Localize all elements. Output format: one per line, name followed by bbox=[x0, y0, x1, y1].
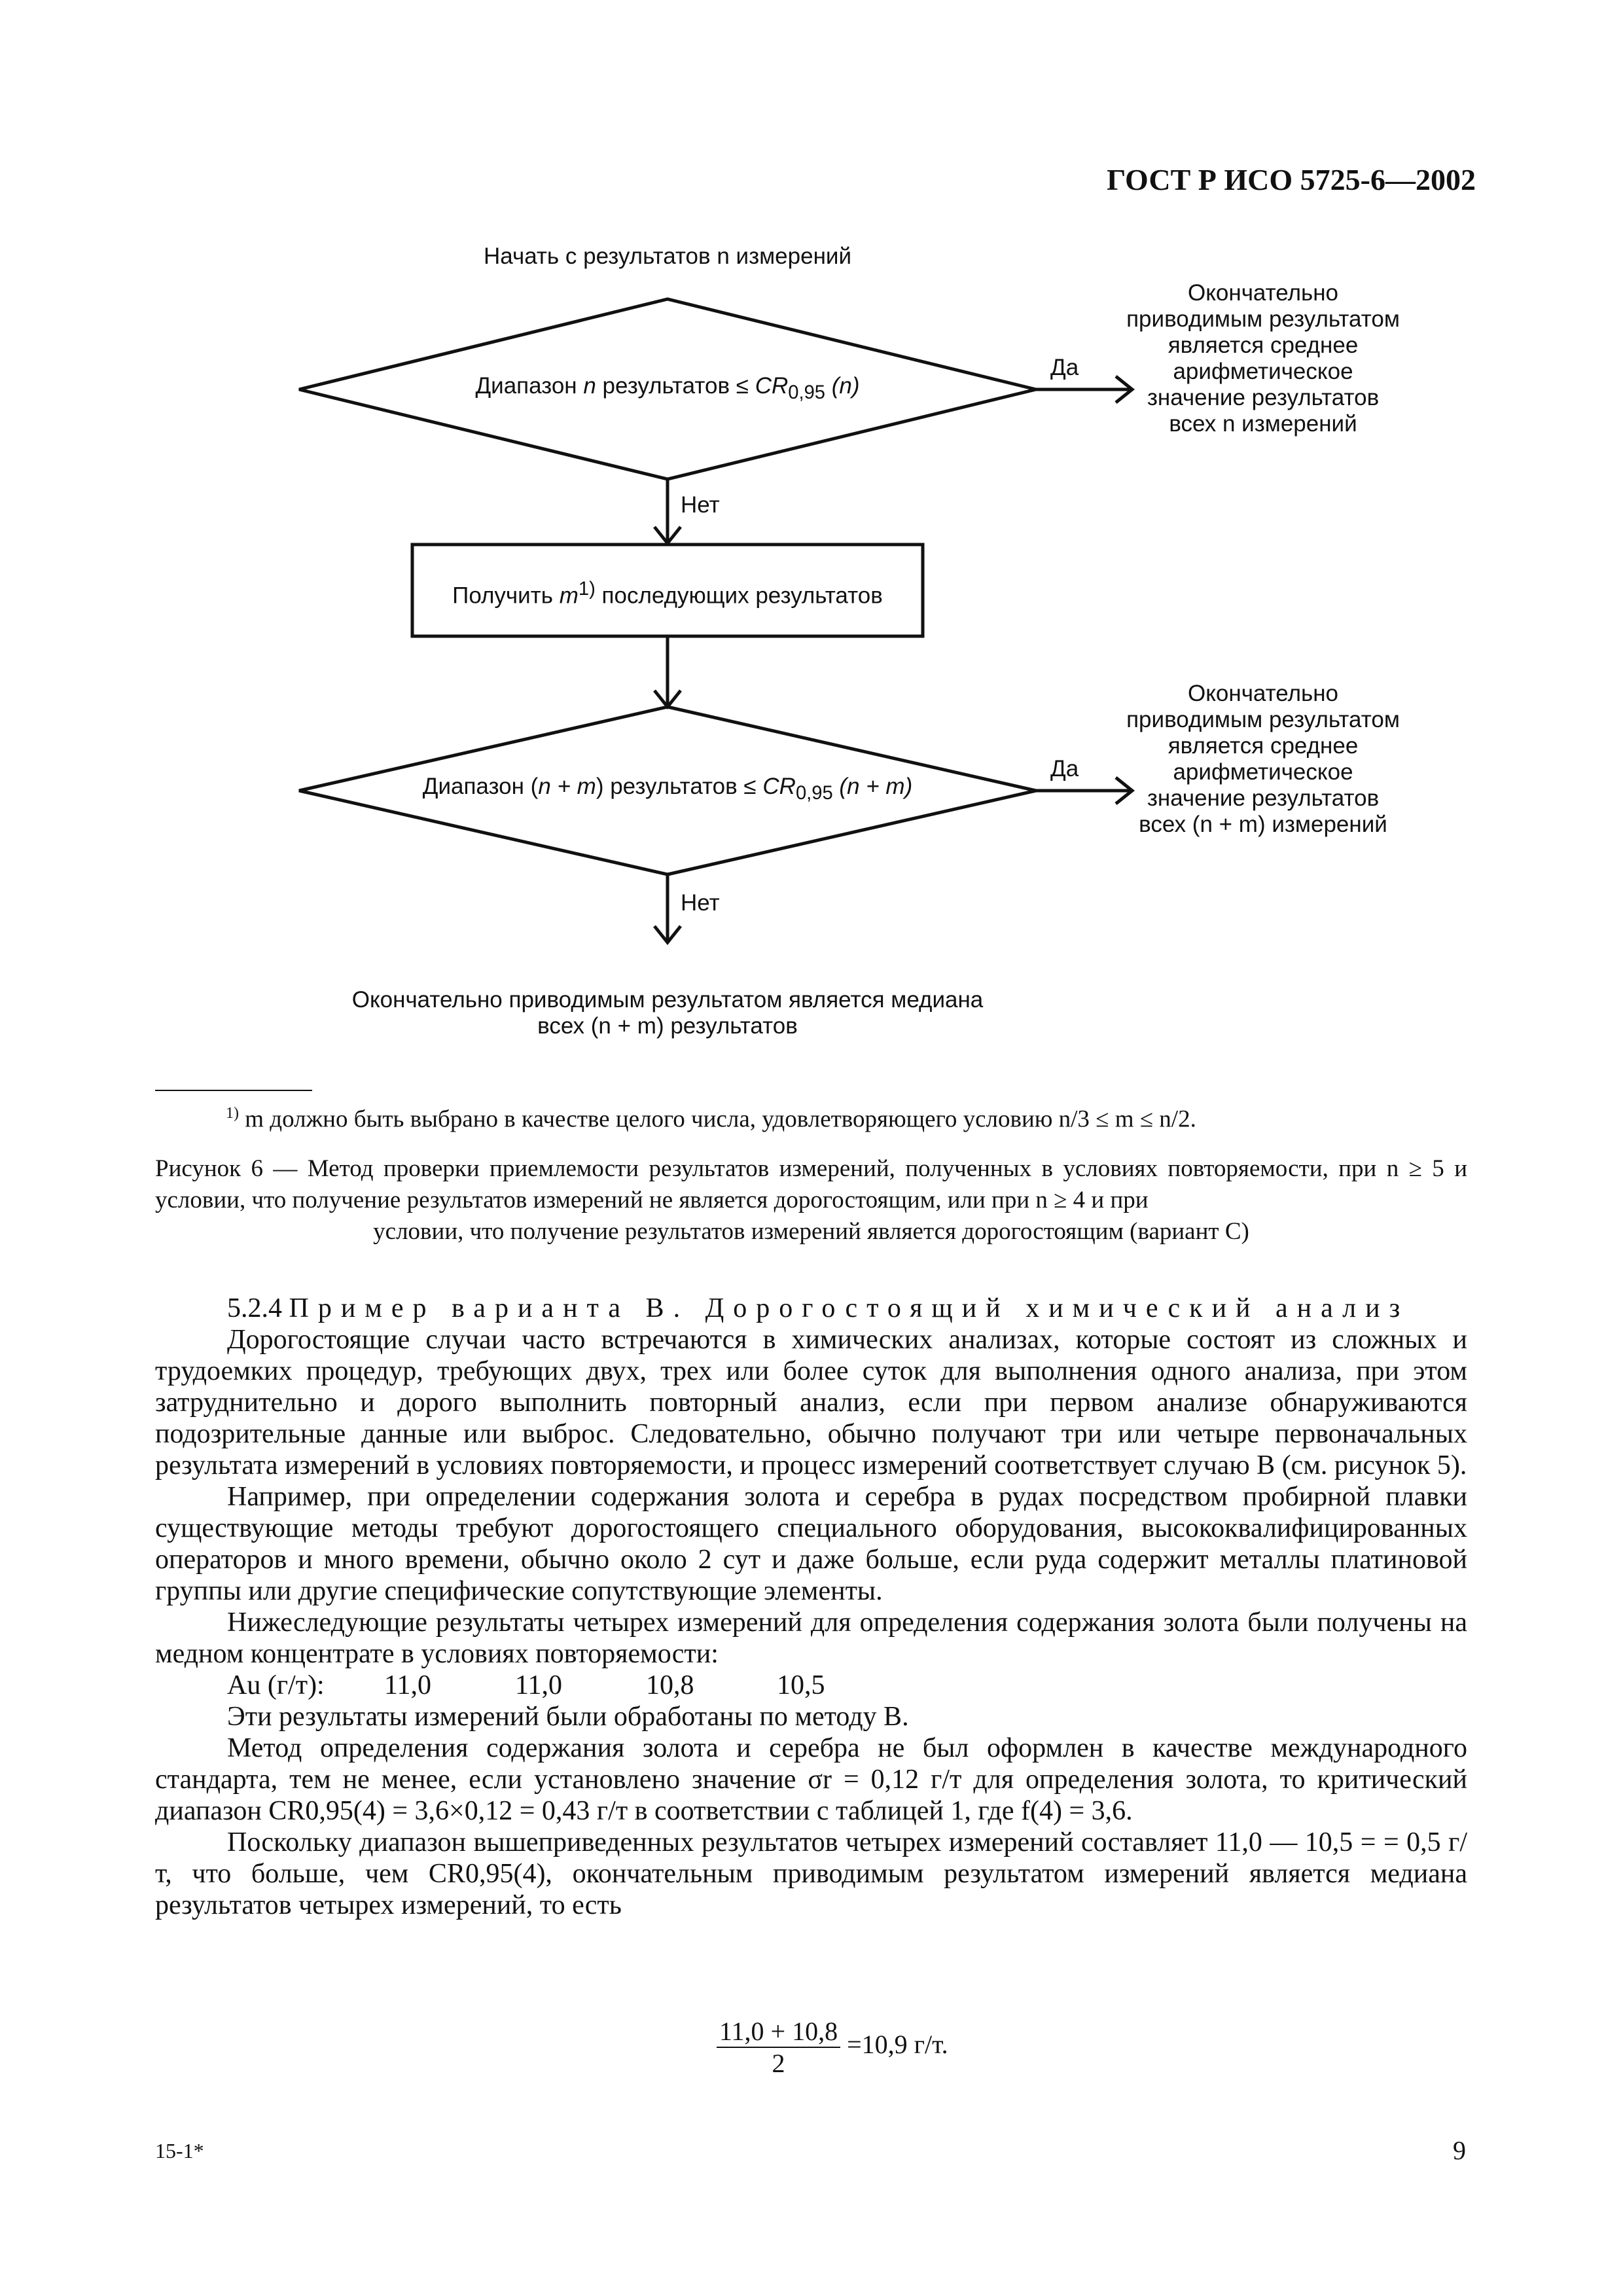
footnote-text: m должно быть выбрано в качестве целого числа, удовлетворяющего условию n/3 ≤ m ≤ n/2. bbox=[245, 1105, 1196, 1133]
section-heading: 5.2.4 Пример варианта В. Дорогостоящий химический анализ bbox=[227, 1293, 1410, 1323]
formula-result: =10,9 г/т. bbox=[847, 2030, 948, 2060]
final-outcome-line-2: всех (n + m) результатов bbox=[537, 1013, 798, 1039]
start-label: Начать с результатов n измерений bbox=[483, 243, 852, 269]
yes-label-1: Да bbox=[1050, 355, 1079, 380]
outcome-2: Окончательно приводимым результатом является среднее арифметическое значение результатов всех (n + m) измерений bbox=[1126, 681, 1400, 837]
footnote-divider bbox=[155, 1090, 312, 1091]
paragraph-3: Нижеследующие результаты четырех измерений для определения содержания золота были получены на медном концентрате в условиях повторяемости: bbox=[155, 1607, 1467, 1669]
no-label-2: Нет bbox=[681, 890, 720, 916]
figure-caption bbox=[155, 1153, 1467, 1247]
section-body bbox=[155, 1293, 1467, 1921]
paragraph-6: Поскольку диапазон вышеприведенных результатов четырех измерений составляет 11,0 — 10,5 = = 0,5 г/т, что больше, чем CR0,95(4), окончательным приводимым результатом измерений является медиана результатов четырех измерений, то есть bbox=[155, 1827, 1467, 1920]
outcome-1: Окончательно приводимым результатом является среднее арифметическое значение результатов всех n измерений bbox=[1126, 280, 1400, 437]
caption-line-1: Рисунок 6 — Метод проверки приемлемости результатов измерений, полученных в условиях повторяемости, при n ≥ 5 и условии, что получение результатов измерений не является дорогостоящим, или при n ≥ 4 и при bbox=[155, 1155, 1467, 1213]
caption-line-2: условии, что получение результатов измерений является дорогостоящим (вариант С) bbox=[373, 1218, 1249, 1245]
flowchart-shapes bbox=[0, 0, 1623, 1073]
yes-label-2: Да bbox=[1050, 756, 1079, 781]
paragraph-2: Например, при определении содержания золота и серебра в рудах посредством пробирной плавки существующие методы требуют дорогостоящего специального оборудования, высококвалифицированных операторов и много времени, обычно около 2 сут и даже больше, если руда содержит металлы платиновой группы или другие специфические сопутствующие элементы. bbox=[155, 1482, 1467, 1606]
footnote-mark: 1) bbox=[226, 1105, 239, 1122]
au-results-row: Au (г/т): 11,0 11,0 10,8 10,5 bbox=[227, 1670, 825, 1700]
page-number: 9 bbox=[1453, 2136, 1466, 2165]
final-outcome-line-1: Окончательно приводимым результатом является медиана bbox=[351, 987, 984, 1013]
footnote bbox=[226, 1105, 1196, 1133]
decision-2-text: Диапазон (n + m) результатов ≤ $CR_{0,95}$ (n + m) bbox=[422, 774, 913, 804]
page-code: 15-1* bbox=[155, 2139, 204, 2162]
process-text: Получить $m^{1)}$ последующих результатов bbox=[452, 579, 883, 609]
median-formula bbox=[717, 2016, 948, 2079]
document-code: ГОСТ Р ИСО 5725-6—2002 bbox=[1106, 163, 1476, 196]
flowchart bbox=[0, 0, 1623, 1073]
paragraph-5: Метод определения содержания золота и серебра не был оформлен в качестве международного стандарта, тем не менее, если установлено значение σr = 0,12 г/т для определения золота, то критический диапазон CR0,95(4) = 3,6×0,12 = 0,43 г/т в соответствии с таблицей 1, где f(4) = 3,6. bbox=[155, 1733, 1467, 1826]
paragraph-1: Дорогостоящие случаи часто встречаются в химических анализах, которые состоят из сложных и трудоемких процедур, требующих двух, трех или более суток для выполнения одного анализа, при этом затруднительно и дорого выполнить повторный анализ, если при первом анализе обнаруживаются подозрительные данные или выброс. Следовательно, обычно получают три или четыре первоначальных результата измерений в условиях повторяемости, и процесс измерений соответствует случаю В (см. рисунок 5). bbox=[155, 1325, 1467, 1480]
paragraph-4: Эти результаты измерений были обработаны по методу В. bbox=[227, 1702, 909, 1732]
formula-fraction: $\frac{11,0 + 10,8}{2}$ bbox=[717, 2016, 840, 2079]
no-label-1: Нет bbox=[681, 492, 720, 518]
decision-1-text: Диапазон n результатов ≤ $CR_{0,95}$ (n) bbox=[475, 373, 860, 403]
